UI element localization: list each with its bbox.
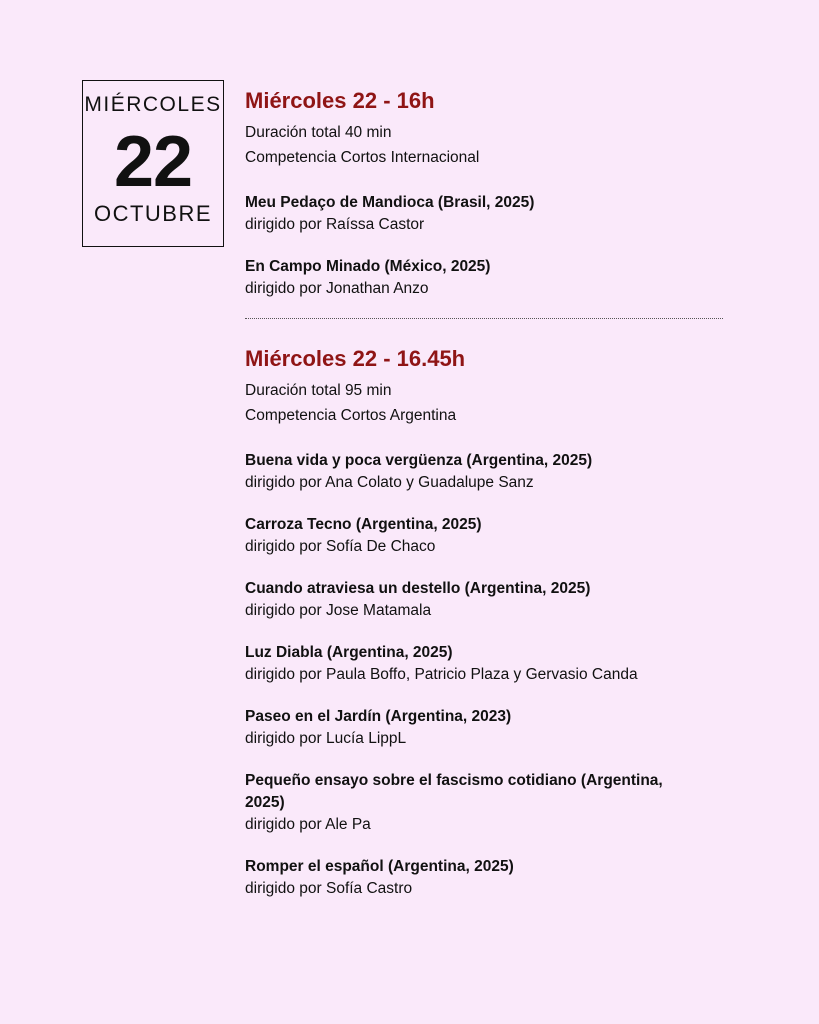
session-1 — [245, 86, 765, 300]
date-weekday: MIÉRCOLES — [84, 93, 222, 116]
film-title: Paseo en el Jardín (Argentina, 2023) — [245, 708, 512, 725]
session-competition: Competencia Cortos Argentina — [245, 407, 457, 424]
film-item — [245, 578, 765, 622]
schedule — [245, 86, 765, 900]
film-director: dirigido por Sofía De Chaco — [245, 538, 436, 555]
film-title: Meu Pedaço de Mandioca (Brasil, 2025) — [245, 194, 535, 211]
date-day: 22 — [113, 122, 193, 202]
session-duration: Duración total 40 min — [245, 124, 392, 141]
film-item — [245, 256, 765, 300]
film-item — [245, 770, 765, 836]
film-item — [245, 856, 765, 900]
film-title: Buena vida y poca vergüenza (Argentina, 2025) — [245, 452, 593, 469]
film-director: dirigido por Ale Pa — [245, 816, 371, 833]
film-director: dirigido por Raíssa Castor — [245, 216, 425, 233]
date-month: OCTUBRE — [93, 201, 213, 226]
film-list — [245, 192, 765, 300]
film-director: dirigido por Paula Boffo, Patricio Plaza y Gervasio Canda — [245, 666, 638, 683]
film-item — [245, 642, 765, 686]
film-director: dirigido por Jose Matamala — [245, 602, 432, 619]
session-title: Miércoles 22 - 16.45h — [245, 346, 466, 371]
date-box — [82, 80, 224, 247]
film-title: Cuando atraviesa un destello (Argentina, 2025) — [245, 580, 591, 597]
film-item — [245, 514, 765, 558]
film-item — [245, 192, 765, 236]
film-director: dirigido por Jonathan Anzo — [245, 280, 429, 297]
film-item — [245, 450, 765, 494]
film-item — [245, 706, 765, 750]
session-duration: Duración total 95 min — [245, 382, 392, 399]
film-title: Pequeño ensayo sobre el fascismo cotidiano (Argentina, 2025) — [245, 772, 663, 811]
film-title: Luz Diabla (Argentina, 2025) — [245, 644, 453, 661]
film-title: En Campo Minado (México, 2025) — [245, 258, 491, 275]
film-director: dirigido por Ana Colato y Guadalupe Sanz — [245, 474, 534, 491]
session-competition: Competencia Cortos Internacional — [245, 149, 480, 166]
film-director: dirigido por Lucía LippL — [245, 730, 407, 747]
film-title: Carroza Tecno (Argentina, 2025) — [245, 516, 482, 533]
session-divider — [245, 318, 723, 319]
film-list — [245, 450, 765, 900]
film-title: Romper el español (Argentina, 2025) — [245, 858, 514, 875]
session-title: Miércoles 22 - 16h — [245, 88, 435, 113]
film-director: dirigido por Sofía Castro — [245, 880, 413, 897]
session-2 — [245, 344, 765, 900]
